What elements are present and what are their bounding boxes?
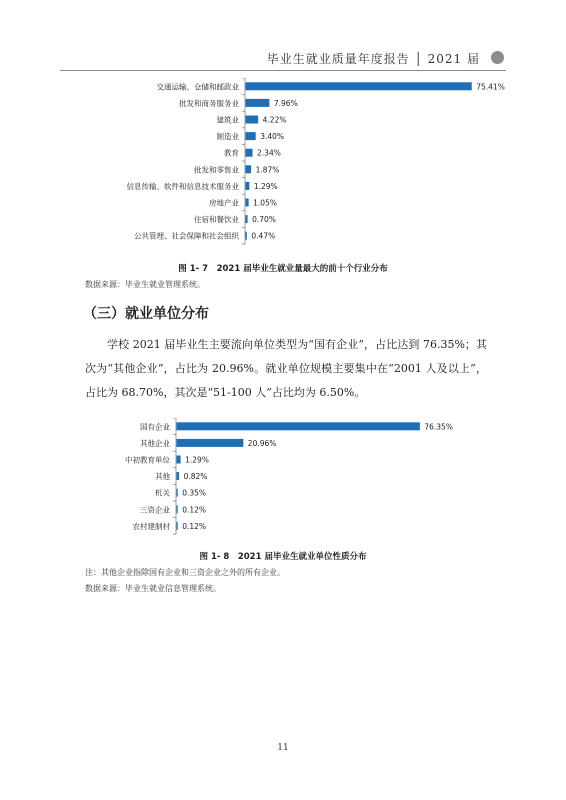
category-label: 住宿和餐饮业	[194, 215, 239, 225]
figure2-source: 数据来源：毕业生就业信息管理系统。	[85, 584, 221, 593]
category-label: 机关	[155, 488, 170, 498]
category-label: 其他	[155, 472, 170, 482]
section-heading: （三）就业单位分布	[83, 306, 209, 322]
figure1-source: 数据来源：毕业生就业管理系统。	[85, 280, 205, 289]
category-label: 批发和零售业	[194, 165, 239, 175]
bar	[246, 165, 252, 173]
bar	[246, 199, 249, 207]
header-circle-icon	[491, 51, 504, 64]
section-paragraph: 学校 2021 届毕业生主要流向单位类型为“国有企业”，占比达到 76.35%；其次为“其他企业”，占比为 20.96%。就业单位规模主要集中在“2001 人及以上”，占比为 68.70%，其次是“51-100 人”占比均为 6.50%。	[85, 338, 487, 399]
value-label: 1.87%	[255, 165, 280, 175]
value-label: 0.12%	[182, 521, 207, 531]
figure1-caption: 图 1- 7 2021 届毕业生就业量最大的前十个行业分布	[178, 264, 388, 274]
category-label: 教育	[224, 148, 239, 158]
bar	[177, 489, 178, 497]
bar	[177, 439, 244, 447]
category-label: 建筑业	[216, 115, 239, 125]
bar	[177, 472, 180, 480]
category-label: 批发和商务服务业	[179, 98, 239, 108]
value-label: 1.29%	[185, 455, 209, 465]
industry-bar-chart	[0, 78, 566, 248]
category-label: 中初教育单位	[125, 455, 170, 465]
bar	[246, 82, 472, 90]
category-label: 制造业	[216, 132, 239, 142]
category-label: 交通运输、仓储和邮政业	[156, 82, 239, 92]
value-label: 2.34%	[257, 148, 281, 158]
header-title: 毕业生就业质量年度报告 │ 2021 届	[266, 52, 480, 66]
figure2-caption: 图 1- 8 2021 届毕业生就业单位性质分布	[199, 552, 367, 562]
bar	[246, 215, 248, 223]
category-label: 三资企业	[140, 505, 170, 515]
value-label: 3.40%	[260, 132, 285, 142]
value-label: 7.96%	[273, 98, 298, 108]
value-label: 4.22%	[262, 115, 287, 125]
category-label: 房地产业	[209, 198, 239, 208]
bar	[246, 149, 253, 157]
value-label: 0.82%	[183, 472, 208, 482]
value-label: 0.70%	[252, 215, 276, 225]
bar	[177, 456, 181, 464]
category-label: 国有企业	[140, 422, 170, 432]
figure2-note: 注：其他企业指除国有企业和三资企业之外的所有企业。	[85, 568, 285, 577]
category-label: 公共管理、社会保障和社会组织	[134, 231, 239, 241]
bar	[177, 422, 420, 430]
bar	[177, 522, 178, 530]
page-header	[60, 42, 506, 71]
value-label: 76.35%	[424, 422, 453, 432]
value-label: 1.29%	[253, 181, 278, 191]
value-label: 0.35%	[182, 488, 207, 498]
bar	[246, 232, 247, 240]
value-label: 1.05%	[253, 198, 277, 208]
category-label: 其他企业	[140, 438, 170, 448]
category-label: 信息传输、软件和信息技术服务业	[126, 181, 239, 191]
value-label: 0.47%	[251, 231, 276, 241]
value-label: 0.12%	[182, 505, 207, 515]
page-number: 11	[277, 743, 289, 753]
bar	[246, 182, 250, 190]
value-label: 75.41%	[476, 82, 505, 92]
bar	[246, 99, 270, 107]
bar	[177, 505, 178, 513]
category-label: 农村建制村	[132, 521, 170, 531]
bar	[246, 132, 256, 140]
unit-type-bar-chart	[0, 418, 566, 536]
value-label: 20.96%	[247, 438, 277, 448]
bar	[246, 116, 259, 124]
